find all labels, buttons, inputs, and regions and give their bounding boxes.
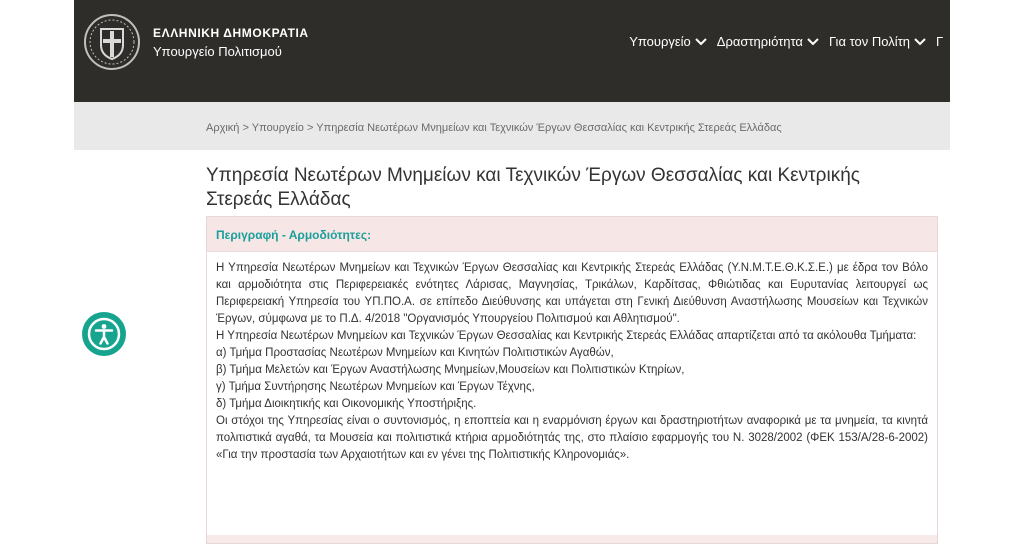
- main-nav: [629, 34, 950, 49]
- accessibility-button[interactable]: [82, 312, 126, 356]
- nav-item-label: Δραστηριότητα: [716, 34, 803, 49]
- panel-heading: Περιγραφή - Αρμοδιότητες:: [216, 228, 372, 242]
- department-item: β) Τμήμα Μελετών και Έργων Αναστήλωσης Μνημείων,Μουσείων και Πολιτιστικών Κτηρίων,: [216, 364, 685, 376]
- breadcrumb-ministry-link[interactable]: Υπουργείο: [251, 122, 304, 134]
- paragraph-intro: Η Υπηρεσία Νεωτέρων Μνημείων και Τεχνικών Έργων Θεσσαλίας και Κεντρικής Στερεάς Ελλάδας (Υ.Ν.Μ.Τ.Ε.Θ.Κ.Σ.Ε.) με έδρα τον Βόλο και αρμοδιότητα στις Περιφερειακές ενότητες Λάρισας, Μαγνησίας, Τρικάλων, Καρδίτσας, Φθιώτιδας και Ευρυτανίας λειτουργεί ως Περιφερειακή Υπηρεσία του ΥΠ.ΠΟ.Α. σε επίπεδο Διεύθυνσης και υπάγεται στη Γενική Διεύθυνση Αναστήλωσης Μουσείων και Τεχνικών Έργων, σύμφωνα με το Π.Δ. 4/2018 "Οργανισμός Υπουργείου Πολιτισμού και Αθλητισμού".: [216, 262, 928, 325]
- nav-item-label: Υπουργείο: [629, 34, 691, 49]
- breadcrumb: [74, 102, 950, 150]
- nav-item-ministry[interactable]: [629, 34, 707, 49]
- department-item: δ) Τμήμα Διοικητικής και Οικονομικής Υποστήριξης.: [216, 398, 477, 410]
- org-name: ΕΛΛΗΝΙΚΗ ΔΗΜΟΚΡΑΤΙΑ: [153, 26, 309, 40]
- breadcrumb-home-link[interactable]: Αρχική: [206, 122, 240, 134]
- breadcrumb-separator: >: [307, 122, 314, 134]
- breadcrumb-separator: >: [242, 122, 249, 134]
- site-header: [74, 0, 950, 102]
- chevron-down-icon: [914, 37, 926, 47]
- page-title: Υπηρεσία Νεωτέρων Μνημείων και Τεχνικών Έργων Θεσσαλίας και Κεντρικής Στερεάς Ελλάδας: [206, 165, 860, 210]
- nav-item-citizen[interactable]: [829, 34, 926, 49]
- brand[interactable]: [153, 26, 309, 59]
- coat-of-arms-icon[interactable]: [83, 13, 141, 71]
- nav-item-truncated[interactable]: [936, 34, 950, 49]
- nav-item-activity[interactable]: [717, 34, 819, 49]
- department-item: α) Τμήμα Προστασίας Νεωτέρων Μνημείων και Κινητών Πολιτιστικών Αγαθών,: [216, 347, 614, 359]
- ministry-name: Υπουργείο Πολιτισμού: [153, 44, 282, 59]
- chevron-down-icon: [807, 37, 819, 47]
- paragraph-structure: Η Υπηρεσία Νεωτέρων Μνημείων και Τεχνικών Έργων Θεσσαλίας και Κεντρικής Στερεάς Ελλάδας απαρτίζεται από τα ακόλουθα Τμήματα:: [216, 330, 917, 342]
- breadcrumb-trail: [206, 122, 782, 134]
- accessibility-icon: [82, 312, 126, 356]
- nav-item-label: Για τον Πολίτη: [828, 34, 910, 49]
- paragraph-goals: Οι στόχοι της Υπηρεσίας είναι ο συντονισμός, η εποπτεία και η εναρμόνιση έργων και δραστηριοτήτων αναφορικά με τα μνημεία, τα κινητά πολιτιστικά αγαθά, τα Μουσεία και πολιτιστικά κτήρια αρμοδιότητάς της, στο πλαίσιο εφαρμογής του Ν. 3028/2002 (ΦΕΚ 153/Α/28-6-2002) «Για την προστασία των Αρχαιοτήτων και εν γένει της Πολιτιστικής Κληρονομιάς».: [216, 415, 928, 461]
- description-text: [216, 260, 928, 464]
- panel-body: [207, 252, 937, 535]
- nav-item-label: Γ: [936, 34, 944, 49]
- breadcrumb-current: Υπηρεσία Νεωτέρων Μνημείων και Τεχνικών Έργων Θεσσαλίας και Κεντρικής Στερεάς Ελλάδας: [316, 122, 782, 134]
- department-item: γ) Τμήμα Συντήρησης Νεωτέρων Μνημείων και Έργων Τέχνης,: [216, 381, 535, 393]
- description-panel: [206, 216, 938, 544]
- chevron-down-icon: [695, 37, 707, 47]
- page: [74, 0, 950, 542]
- panel-header: [207, 217, 937, 252]
